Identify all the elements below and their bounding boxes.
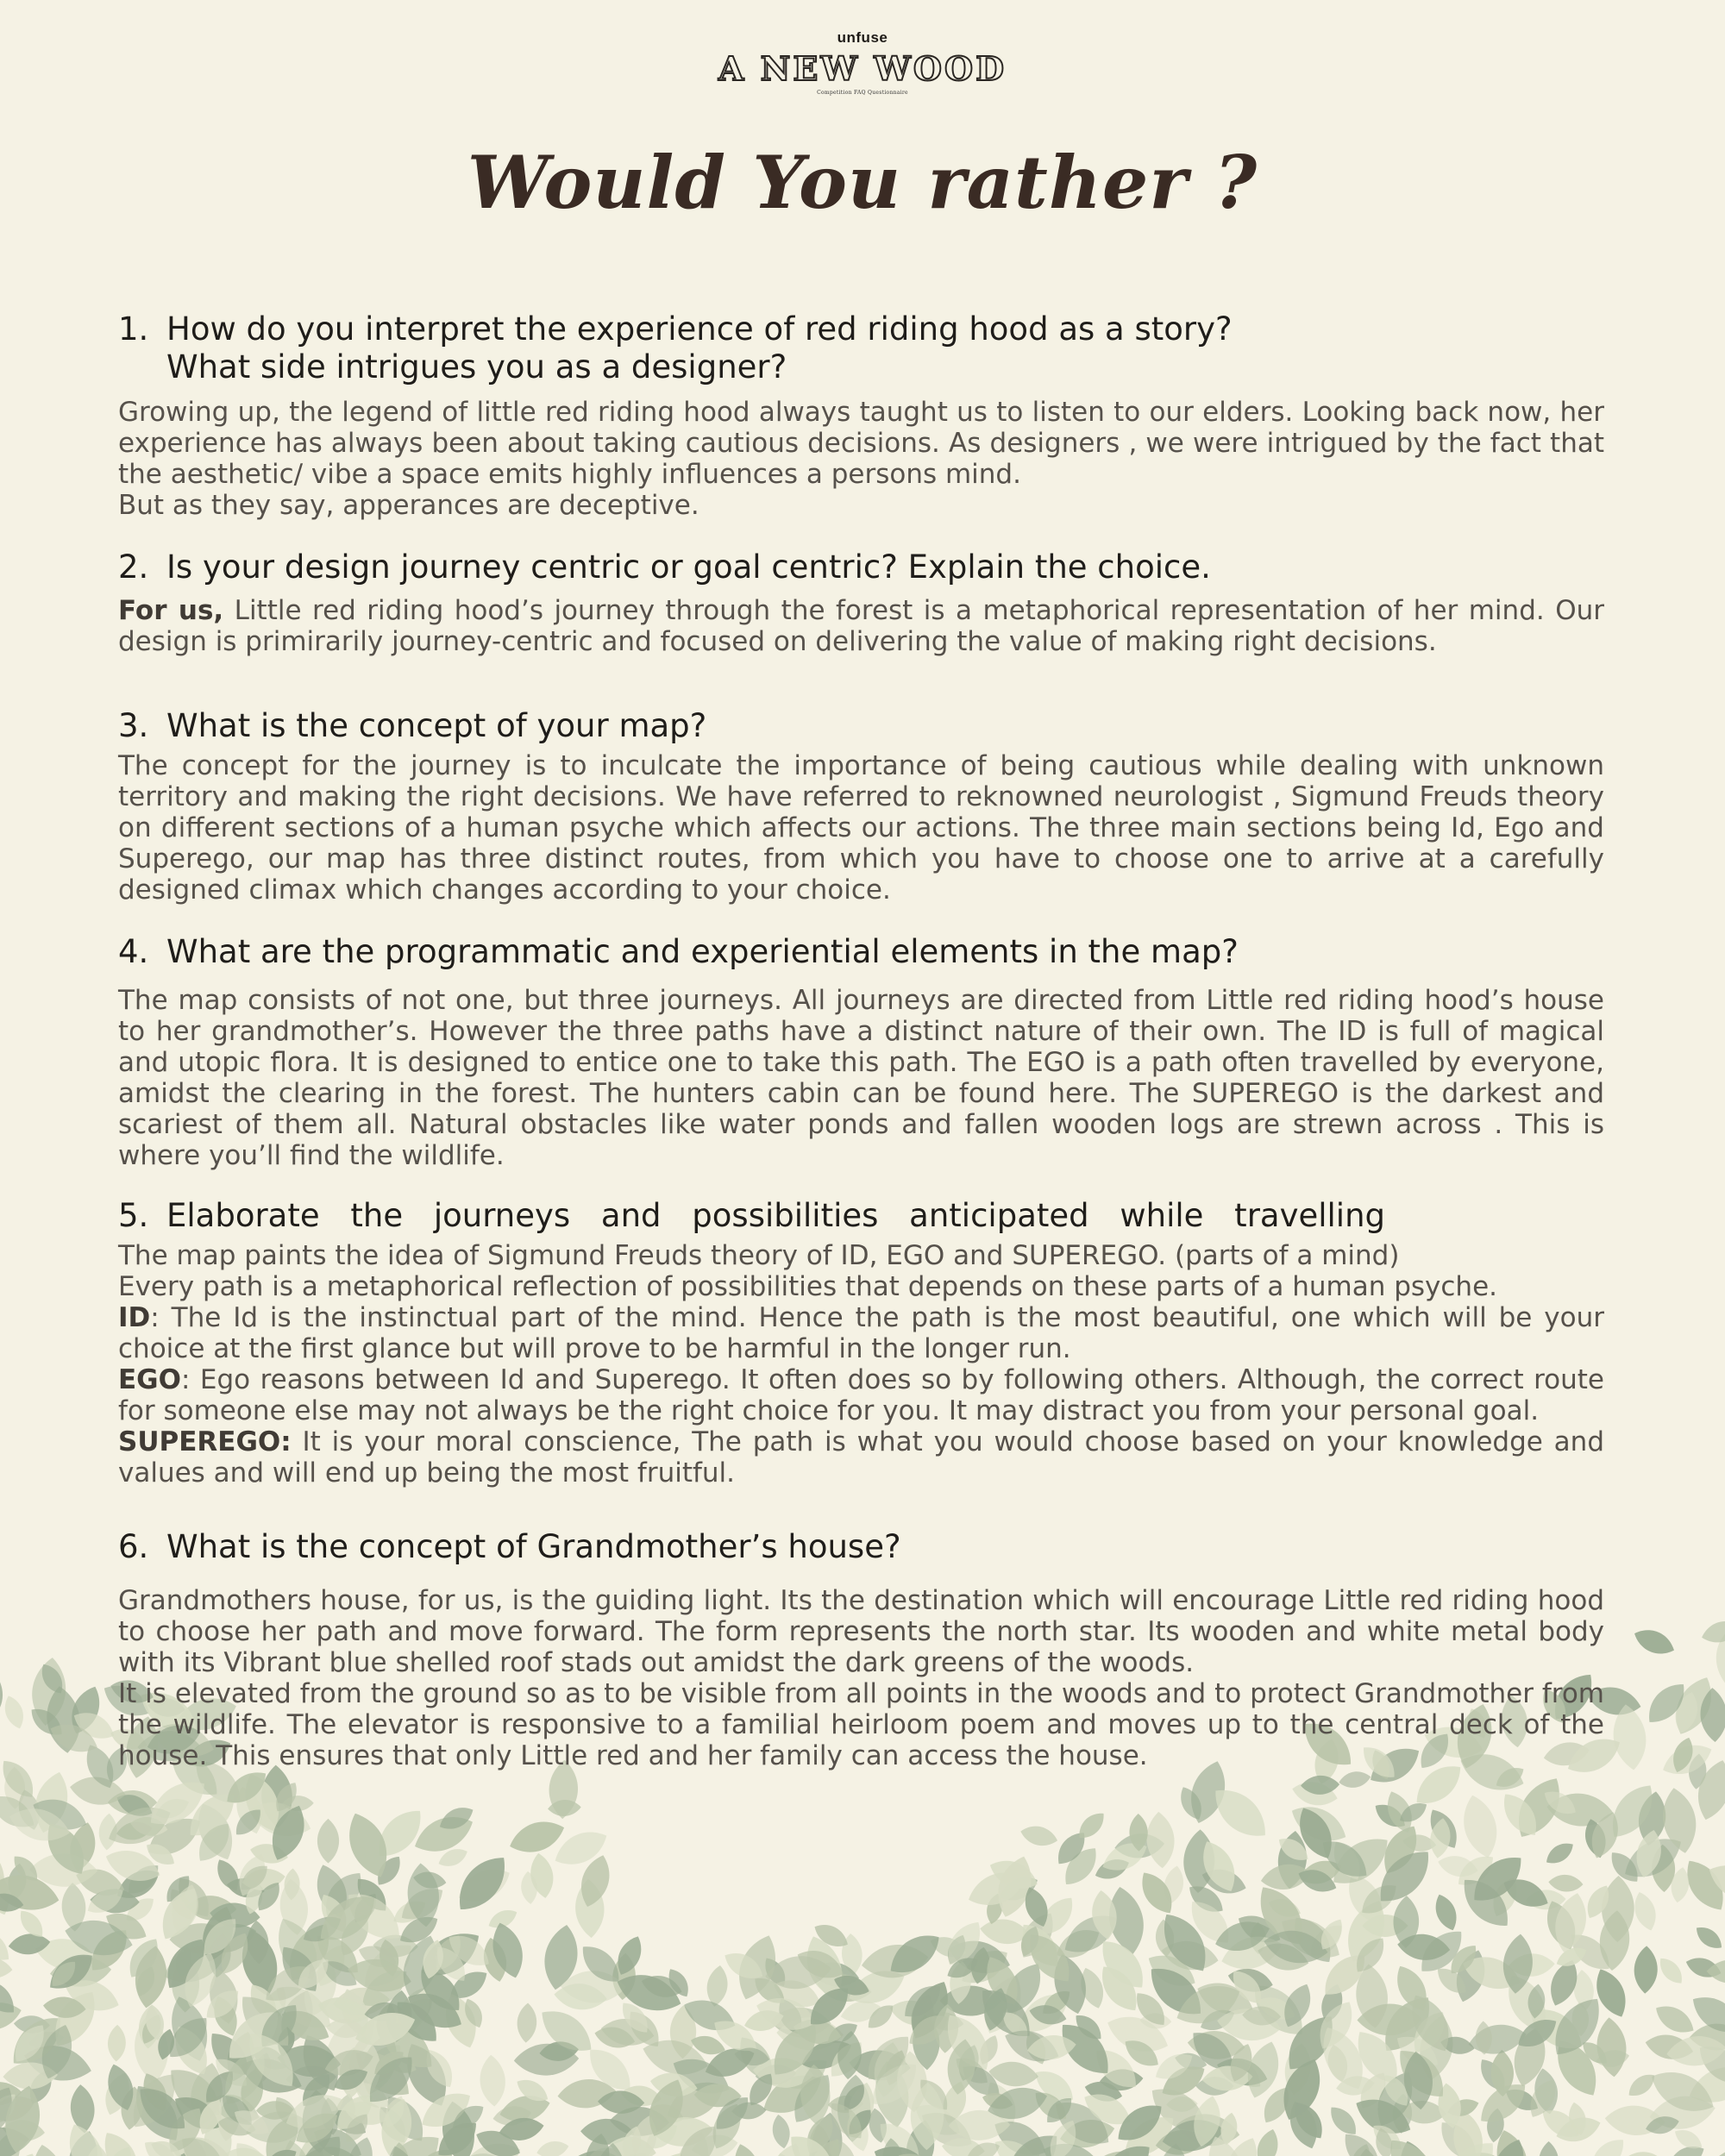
leaf-shape — [1542, 1838, 1578, 1869]
answer-text — [118, 595, 1604, 657]
answer-lead: For us, — [118, 595, 224, 626]
leaf-shape — [479, 2054, 507, 2108]
question-number: 3. — [118, 707, 149, 744]
faq-item-4 — [118, 933, 1604, 1171]
answer-paragraph: The map paints the idea of Sigmund Freuds theory of ID, EGO and SUPEREGO. (parts of a mind) — [118, 1240, 1400, 1271]
question-number: 2. — [118, 548, 149, 586]
superego-paragraph — [118, 1426, 1604, 1489]
leaf-shape — [1630, 1890, 1660, 1934]
superego-label: SUPEREGO: — [118, 1426, 292, 1457]
leaf-shape — [1539, 2141, 1559, 2156]
leaf-shape — [28, 2141, 69, 2156]
question-heading — [118, 548, 1604, 586]
question-line: What side intrigues you as a designer? — [166, 348, 787, 385]
leaf-shape — [1691, 1921, 1725, 1953]
id-paragraph — [118, 1302, 1604, 1364]
leaf-shape — [69, 2084, 97, 2134]
brand-subtitle: Competition FAQ Questionnaire — [817, 90, 908, 96]
leaf-shape — [1634, 1946, 1659, 1994]
answer-paragraph: The concept for the journey is to inculcate the importance of being cautious while dealing with unknown territory and making the right decisions. We have referred to reknowned neurologist , Sigmund Freuds theory on different sections of a human psyche which affects our actions. The three main sections being Id, Ego and Superego, our map has three distinct routes, from which you have to choose one to arrive at a carefully designed climax which changes according to your choice. — [118, 750, 1604, 906]
answer-text — [118, 1240, 1604, 1489]
leaf-shape — [1, 1693, 28, 1731]
question-heading — [118, 707, 1604, 745]
faq-item-1 — [118, 310, 1604, 521]
question-number: 5. — [118, 1197, 149, 1234]
leaf-shape — [1625, 2147, 1672, 2156]
leaf-shape — [1252, 2127, 1282, 2156]
answer-paragraph: Every path is a metaphorical reflection of possibilities that depends on these parts of a human psyche. — [118, 1271, 1497, 1302]
leaf-shape — [107, 2025, 126, 2062]
leaf-shape — [1624, 2069, 1659, 2102]
leaf-shape — [516, 2002, 537, 2043]
page-title: Would You rather ? — [467, 140, 1258, 225]
question-number: 4. — [118, 933, 149, 970]
leaf-shape — [1584, 2133, 1631, 2156]
leaf-shape — [1325, 2102, 1362, 2140]
question-text — [166, 310, 1604, 386]
answer-paragraph: Growing up, the legend of little red riding hood always taught us to listen to our elders. Looking back now, her experience has always been about taking cautious decisions. As designers , we were intrigued by the fact that the aesthetic/ vibe a space emits highly influences a persons mind. — [118, 397, 1604, 490]
ego-text: : Ego reasons between Id and Superego. It often does so by following others. Although, the correct route for someone else may not always be the right choice for you. It may distract you from your personal goal. — [118, 1364, 1604, 1426]
leaf-shape — [317, 1819, 339, 1864]
id-text: : The Id is the instinctual part of the mind. Hence the path is the most beautiful, one which will be your choice at the first glance but will prove to be harmful in the longer run. — [118, 1302, 1604, 1364]
answer-paragraph: But as they say, apperances are deceptive. — [118, 490, 699, 521]
answer-paragraph — [118, 595, 1604, 657]
leaf-shape — [1338, 1769, 1372, 1789]
superego-text: It is your moral conscience, The path is what you would choose based on your knowledge and values and will end up being the most fruitful. — [118, 1426, 1604, 1489]
leaf-shape — [1430, 1891, 1461, 1934]
question-text: Is your design journey centric or goal centric? Explain the choice. — [166, 548, 1211, 586]
leaf-shape — [770, 2113, 793, 2150]
question-text: What is the concept of your map? — [166, 707, 707, 744]
answer-text — [118, 985, 1604, 1171]
leaf-shape — [1654, 1953, 1687, 1989]
leaf-shape — [535, 2139, 570, 2156]
answer-paragraph: Grandmothers house, for us, is the guiding light. Its the destination which will encourage Little red riding hood to choose her path and move forward. The form represents the north star. Its wooden and white metal body with its Vibrant blue shelled roof stads out amidst the dark greens of the woods. — [118, 1585, 1604, 1678]
question-heading — [118, 1528, 1604, 1566]
answer-body: Little red riding hood’s journey through the forest is a metaphorical representation of her mind. Our design is primirarily journey-centric and focused on delivering the value of making right decisions. — [118, 595, 1604, 657]
leaf-shape — [1019, 1822, 1060, 1850]
ego-label: EGO — [118, 1364, 181, 1395]
question-number: 1. — [118, 310, 149, 348]
answer-paragraph: It is elevated from the ground so as to be visible from all points in the woods and to protect Grandmother from the wildlife. The elevator is responsive to a familial heirloom poem and moves up to the central deck of the house. This ensures that only Little red and her family can access the house. — [118, 1678, 1604, 1771]
question-heading — [118, 933, 1604, 971]
question-line: How do you interpret the experience of red riding hood as a story? — [166, 310, 1233, 348]
leaf-shape — [1548, 1874, 1584, 1893]
question-number: 6. — [118, 1528, 149, 1565]
brand-name: unfuse — [837, 29, 888, 46]
faq-item-6 — [118, 1528, 1604, 1771]
answer-text — [118, 397, 1604, 521]
faq-item-5 — [118, 1197, 1604, 1489]
faq-item-2 — [118, 548, 1604, 657]
question-text: What are the programmatic and experiential elements in the map? — [166, 933, 1239, 970]
leaf-shape — [1651, 1999, 1699, 2040]
question-heading — [118, 310, 1604, 386]
brand-logo: A NEW WOOD — [718, 49, 1007, 88]
answer-text — [118, 1585, 1604, 1771]
question-text: Elaborate the journeys and possibilities anticipated while travelling — [166, 1197, 1386, 1234]
id-label: ID — [118, 1302, 151, 1333]
question-text: What is the concept of Grandmother’s house? — [166, 1528, 901, 1565]
ego-paragraph — [118, 1364, 1604, 1426]
faq-item-3 — [118, 707, 1604, 906]
leaf-shape — [1145, 1811, 1176, 1870]
answer-paragraph: The map consists of not one, but three journeys. All journeys are directed from Little red riding hood’s house to her grandmother’s. However the three paths have a distinct nature of their own. The ID is full of magical and utopic flora. It is designed to entice one to take this path. The EGO is a path often travelled by everyone, amidst the clearing in the forest. The hunters cabin can be found here. The SUPEREGO is the darkest and scariest of them all. Natural obstacles like water ponds and fallen wooden logs are strewn across . This is where you’ll find the wildlife. — [118, 985, 1604, 1171]
faq-list — [118, 310, 1604, 1771]
leaf-shape — [1457, 1791, 1502, 1861]
question-heading — [118, 1197, 1604, 1235]
leaf-shape — [1630, 1624, 1678, 1660]
header — [0, 29, 1725, 96]
answer-text — [118, 750, 1604, 906]
